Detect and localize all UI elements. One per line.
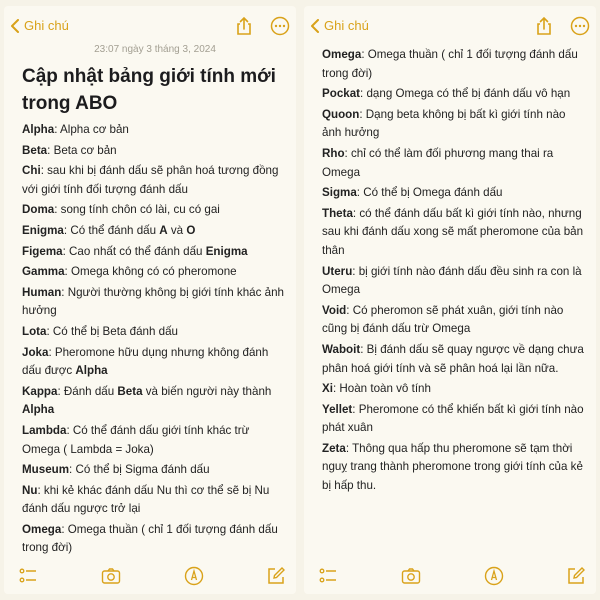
camera-icon[interactable] <box>401 566 421 586</box>
entry-text: : Có thể bị Omega đánh dấu <box>356 186 503 200</box>
entry-list <box>22 121 288 579</box>
compose-icon[interactable] <box>566 566 586 586</box>
entry-item <box>22 422 288 459</box>
entry-text: : Có thể bị Beta đánh dấu <box>46 324 178 338</box>
note-content <box>22 44 288 581</box>
markup-icon[interactable] <box>484 566 504 586</box>
entry-text: : Dạng beta không bị bất kì giới tính nào ảnh hưởng <box>322 107 566 140</box>
markup-icon[interactable] <box>184 566 204 586</box>
camera-icon[interactable] <box>101 566 121 586</box>
entry-text: : Có thể bị Sigma đánh dấu <box>69 463 210 477</box>
entry-list <box>322 46 588 496</box>
entry-text: : Hoàn toàn vô tính <box>332 382 431 396</box>
entry-term: Alpha <box>22 123 55 136</box>
entry-text: : Alpha cơ bản <box>54 123 129 136</box>
entry-term: Chi <box>22 164 41 178</box>
entry-item <box>22 222 288 241</box>
entry-text: : sau khi bị đánh dấu sẽ phân hoá tương đồng với giới tính đối tượng đánh dấu <box>22 164 279 196</box>
entry-term: Beta <box>22 143 48 157</box>
entry-term: Lambda <box>22 423 67 437</box>
entry-item <box>322 380 588 399</box>
entry-term: Museum <box>22 463 70 477</box>
entry-text: : Có pheromon sẽ phát xuân, giới tính nào cũng bị đánh dấu trừ Omega <box>322 303 564 336</box>
entry-item <box>322 263 588 300</box>
entry-item <box>22 243 288 262</box>
note-panel-right <box>304 6 596 594</box>
entry-term: Omega <box>22 522 62 536</box>
more-icon[interactable] <box>570 16 590 36</box>
entry-text: : Người thường không bị giới tính khác ảnh hưởng <box>22 285 284 318</box>
entry-term: Nu <box>22 483 38 497</box>
entry-term: Lota <box>22 324 47 338</box>
top-toolbar <box>4 6 296 46</box>
entry-item <box>22 162 288 199</box>
entry-text: : Có thể đánh dấu <box>63 223 160 237</box>
entry-text: O <box>186 223 196 237</box>
back-label: Ghi chú <box>24 18 69 33</box>
note-content <box>322 46 588 498</box>
entry-text: : Beta cơ bản <box>47 143 117 157</box>
entry-text: : Đánh dấu <box>57 384 118 398</box>
entry-text: : bị giới tính nào đánh dấu đều sinh ra con là Omega <box>322 264 582 297</box>
entry-term: Omega <box>322 48 362 61</box>
entry-term: Joka <box>22 345 49 359</box>
note-timestamp: 23:07 ngày 3 tháng 3, 2024 <box>94 44 216 55</box>
entry-item <box>322 341 588 378</box>
entry-text: : Cao nhất có thể đánh dấu <box>62 244 206 258</box>
top-toolbar <box>304 6 596 46</box>
chevron-left-icon <box>310 19 320 33</box>
entry-term: Void <box>322 303 347 317</box>
entry-item <box>22 201 288 220</box>
entry-term: Pockat <box>322 87 361 101</box>
checklist-icon[interactable] <box>18 566 38 586</box>
entry-text: A <box>159 223 168 237</box>
bottom-toolbar <box>304 558 596 594</box>
checklist-icon[interactable] <box>318 566 338 586</box>
entry-item <box>22 263 288 282</box>
entry-item <box>322 145 588 182</box>
share-icon[interactable] <box>534 16 554 36</box>
entry-item <box>322 184 588 203</box>
entry-item <box>22 482 288 519</box>
entry-term: Uteru <box>322 264 353 278</box>
compose-icon[interactable] <box>266 566 286 586</box>
entry-item <box>322 85 588 104</box>
entry-text: : Thông qua hấp thu pheromone sẽ tạm thời nguỵ trang thành pheromone trong giới tính của kẻ bị hấp thu. <box>322 441 583 493</box>
entry-term: Sigma <box>322 186 357 200</box>
entry-text: : có thể đánh dấu bất kì giới tính nào, nhưng sau khi đánh dấu xong sẽ mất pheromone của bản thân <box>322 206 584 257</box>
entry-item <box>22 284 288 321</box>
entry-text: và <box>167 223 187 237</box>
entry-term: Yellet <box>322 402 353 416</box>
entry-item <box>322 302 588 339</box>
back-label: Ghi chú <box>324 18 369 33</box>
back-button[interactable] <box>310 18 369 33</box>
entry-text: : song tính chôn có lài, cu có gai <box>54 203 220 217</box>
entry-text: : Pheromone có thể khiến bất kì giới tính nào phát xuân <box>322 402 584 435</box>
entry-term: Gamma <box>22 265 65 279</box>
entry-item <box>22 521 288 558</box>
entry-item <box>322 401 588 438</box>
entry-item <box>22 344 288 381</box>
entry-item <box>322 440 588 496</box>
entry-item <box>322 205 588 261</box>
entry-item <box>322 46 588 83</box>
entry-text: : dạng Omega có thể bị đánh dấu vô hạn <box>360 87 571 101</box>
entry-text: Beta <box>117 384 143 398</box>
share-icon[interactable] <box>234 16 254 36</box>
entry-text: : Có thể đánh dấu giới tính khác trừ Omega ( Lambda = Joka) <box>22 423 250 456</box>
entry-item <box>22 142 288 161</box>
note-title: Cập nhật bảng giới tính mới trong ABO <box>22 66 276 114</box>
entry-text: Alpha <box>22 403 55 417</box>
entry-term: Enigma <box>22 223 64 237</box>
entry-text: : Bị đánh dấu sẽ quay ngược về dạng chưa phân hoá giới tính và sẽ phân hoá lại lần nữa. <box>322 342 584 375</box>
note-panel-left <box>4 6 296 594</box>
entry-term: Theta <box>322 206 353 220</box>
entry-term: Waboit <box>322 342 361 356</box>
entry-text: : Pheromone hữu dụng nhưng không đánh dấu được <box>22 345 269 378</box>
entry-term: Figema <box>22 244 63 258</box>
entry-text: : chỉ có thể làm đối phương mang thai ra Omega <box>322 146 554 179</box>
entry-item <box>22 461 288 480</box>
bottom-toolbar <box>4 558 296 594</box>
entry-text: : Omega thuần ( chỉ 1 đối tượng đánh dấu trong đời) <box>322 48 578 80</box>
entry-item <box>322 106 588 143</box>
entry-text: và biến người này thành <box>142 384 272 398</box>
more-icon[interactable] <box>270 16 290 36</box>
entry-text: : khi kẻ khác đánh dấu Nu thì cơ thể sẽ bị Nu đánh dấu ngược trở lại <box>22 483 270 516</box>
entry-term: Kappa <box>22 384 58 398</box>
entry-term: Rho <box>322 146 345 160</box>
entry-term: Zeta <box>322 441 346 455</box>
entry-item <box>22 121 288 140</box>
entry-item <box>22 323 288 342</box>
entry-text: : Omega không có có pheromone <box>64 265 237 279</box>
back-button[interactable] <box>10 18 69 33</box>
entry-text: Enigma <box>205 244 248 258</box>
entry-term: Quoon <box>322 107 360 121</box>
entry-text: Alpha <box>75 364 108 378</box>
entry-term: Xi <box>322 382 333 396</box>
entry-term: Doma <box>22 203 55 217</box>
entry-term: Human <box>22 285 62 299</box>
entry-text: : Omega thuần ( chỉ 1 đối tượng đánh dấu trong đời) <box>22 522 278 555</box>
chevron-left-icon <box>10 19 20 33</box>
entry-item <box>22 383 288 420</box>
